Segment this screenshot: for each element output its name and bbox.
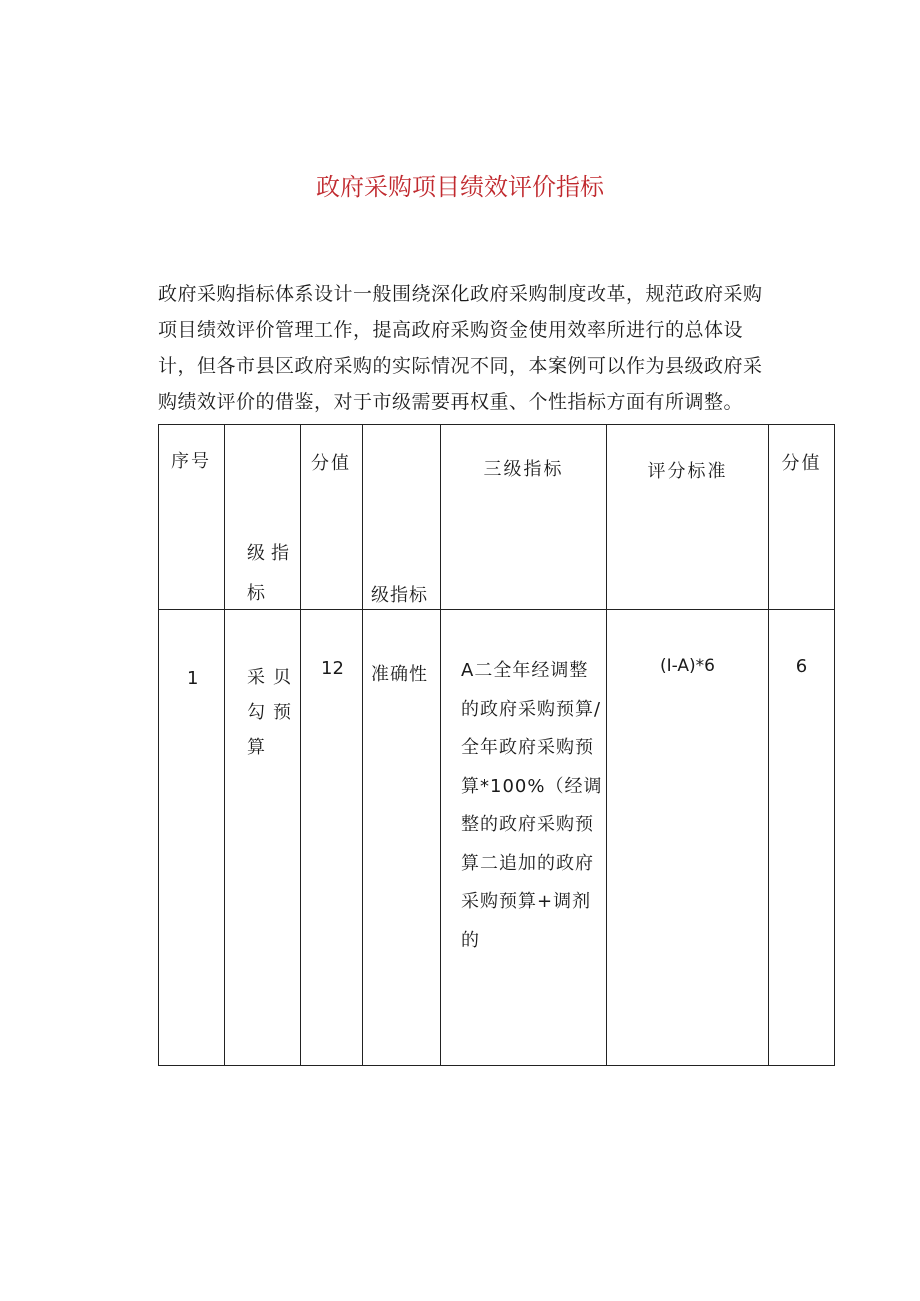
header-level2-cell — [363, 425, 441, 610]
header-score2: 分值 — [781, 453, 822, 474]
row-score2: 6 — [795, 656, 808, 677]
header-score1-cell — [301, 425, 363, 610]
header-score2-cell — [769, 425, 835, 610]
indicator-table — [158, 424, 835, 1066]
intro-paragraph — [158, 276, 834, 420]
header-seq: 序号 — [171, 451, 211, 472]
row-seq: 1 — [187, 668, 199, 689]
row-level2-cell — [363, 610, 441, 1066]
row-level2: 准确性 — [371, 664, 428, 685]
row-criteria-cell — [607, 610, 769, 1066]
header-level3-cell — [441, 425, 607, 610]
row-score1-cell — [301, 610, 363, 1066]
intro-line: 计，但各市县区政府采购的实际情况不同，本案例可以作为县级政府采 — [158, 355, 763, 377]
header-criteria-cell — [607, 425, 769, 610]
header-level1-line2: 标 — [247, 583, 265, 604]
row-level3-cell — [441, 610, 607, 1066]
intro-line: 项目绩效评价管理工作，提高政府采购资金使用效率所进行的总体设 — [158, 319, 744, 341]
header-level1-cell — [225, 425, 301, 610]
table-row — [159, 610, 835, 1066]
intro-line: 购绩效评价的借鉴，对于市级需要再权重、个性指标方面有所调整。 — [158, 391, 744, 413]
row-criteria: (I-A)*6 — [660, 656, 715, 676]
intro-line: 政府采购指标体系设计一般围绕深化政府采购制度改革，规范政府采购 — [158, 283, 763, 305]
header-level3: 三级指标 — [483, 459, 564, 480]
row-score2-cell — [769, 610, 835, 1066]
header-score1: 分值 — [311, 453, 351, 474]
row-seq-cell — [159, 610, 225, 1066]
header-level1-line1: 级指 — [247, 543, 295, 564]
document-title: 政府采购项目绩效评价指标 — [316, 173, 604, 201]
row-level3: A二全年经调整的政府采购预算/全年政府采购预算*100%（经调整的政府采购预算二追加的政府采购预算+调剂的 — [461, 660, 603, 951]
header-seq-cell — [159, 425, 225, 610]
row-level1: 采贝勾预算 — [247, 667, 299, 758]
row-score1: 12 — [321, 658, 344, 679]
row-level1-cell — [225, 610, 301, 1066]
table-header-row — [159, 425, 835, 610]
header-level2: 级指标 — [371, 585, 428, 606]
header-criteria: 评分标准 — [647, 461, 728, 482]
